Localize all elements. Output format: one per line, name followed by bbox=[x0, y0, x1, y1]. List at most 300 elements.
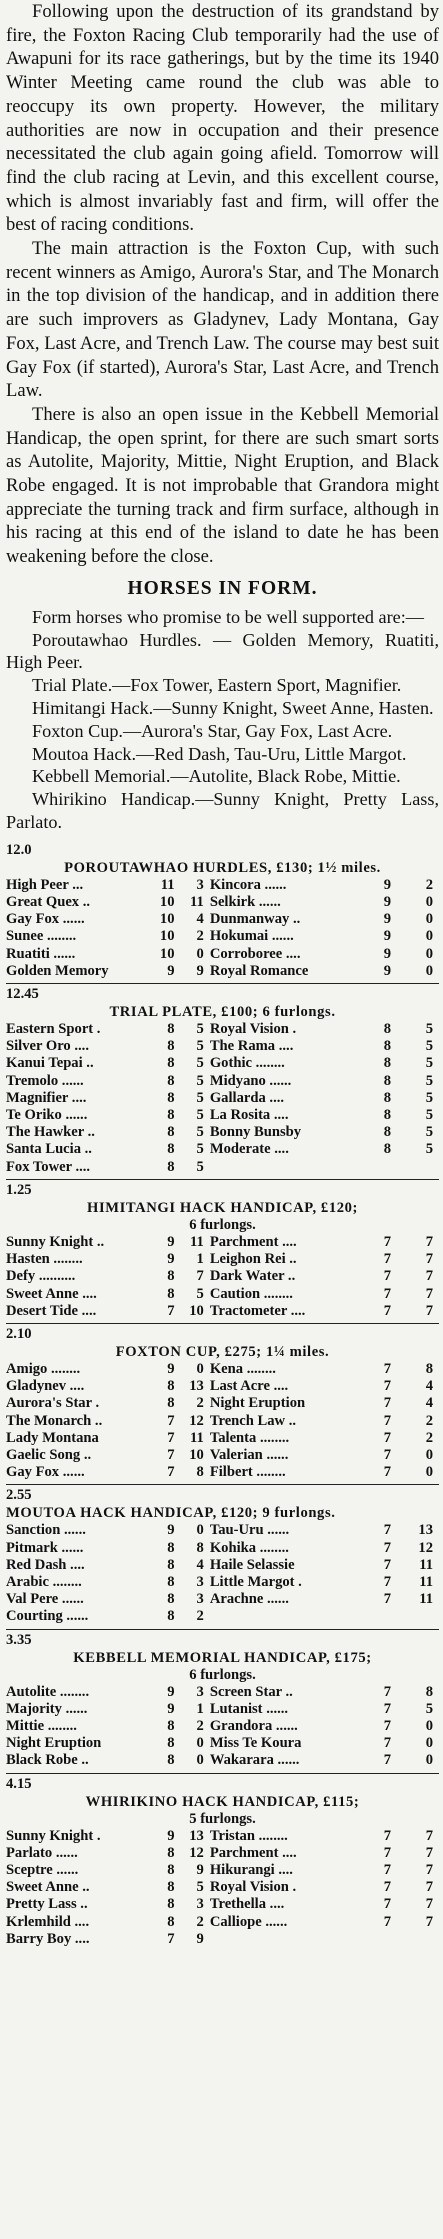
weight-pounds: 13 bbox=[189, 1378, 204, 1395]
picks-intro: Form horses who promise to be well supported are:— bbox=[32, 606, 424, 627]
picks-list bbox=[6, 629, 439, 834]
horse-name: Kohika ........ bbox=[209, 1539, 289, 1556]
entries-table bbox=[6, 1021, 439, 1176]
pick-item: Himitangi Hack.—Sunny Knight, Sweet Anne, Hasten. bbox=[32, 698, 434, 719]
weight-stone: 7 bbox=[383, 1446, 391, 1463]
horse-name: Moderate .... bbox=[209, 1141, 289, 1158]
table-row bbox=[6, 1735, 439, 1752]
weight-pounds: 9 bbox=[196, 1930, 204, 1947]
horse-name: Trethella .... bbox=[209, 1896, 285, 1913]
weight-stone: 8 bbox=[167, 1141, 175, 1158]
table-row bbox=[6, 1159, 439, 1176]
weight-pounds: 2 bbox=[196, 1913, 204, 1930]
table-row bbox=[6, 877, 439, 894]
weight-stone: 7 bbox=[383, 1879, 391, 1896]
weight-stone: 8 bbox=[167, 1107, 175, 1124]
horse-name: Fox Tower .... bbox=[6, 1158, 91, 1175]
weight-pounds: 7 bbox=[425, 1285, 433, 1302]
horse-name: Arachne ...... bbox=[209, 1591, 289, 1608]
weight-pounds: 2 bbox=[196, 1395, 204, 1412]
horse-name: Dunmanway .. bbox=[209, 911, 301, 928]
weight-stone: 10 bbox=[159, 911, 175, 928]
table-row bbox=[6, 1447, 439, 1464]
weight-pounds: 5 bbox=[196, 1879, 204, 1896]
section-heading: HORSES IN FORM. bbox=[127, 577, 318, 599]
horse-name: Majority ...... bbox=[6, 1700, 88, 1717]
weight-pounds: 12 bbox=[189, 1412, 204, 1429]
pick-item: Foxton Cup.—Aurora's Star, Gay Fox, Last Acre. bbox=[32, 720, 393, 741]
table-row bbox=[6, 1430, 439, 1447]
table-row bbox=[6, 1378, 439, 1395]
weight-stone: 7 bbox=[383, 1896, 391, 1913]
weight-stone: 8 bbox=[167, 1055, 175, 1072]
weight-stone: 8 bbox=[167, 1395, 175, 1412]
horse-name: Autolite ........ bbox=[6, 1683, 90, 1700]
weight-stone: 7 bbox=[383, 1539, 391, 1556]
weight-pounds: 7 bbox=[425, 1302, 433, 1319]
horse-name: Screen Star .. bbox=[209, 1683, 293, 1700]
table-row bbox=[6, 1931, 439, 1948]
weight-stone: 8 bbox=[383, 1021, 391, 1038]
horse-name: Gladynev .... bbox=[6, 1378, 85, 1395]
horse-name: Te Oriko ...... bbox=[6, 1107, 88, 1124]
weight-stone: 7 bbox=[383, 1827, 391, 1844]
weight-stone: 8 bbox=[383, 1124, 391, 1141]
weight-pounds: 13 bbox=[189, 1827, 204, 1844]
horse-name: Arabic ........ bbox=[6, 1573, 82, 1590]
horse-name: Black Robe .. bbox=[6, 1752, 89, 1769]
weight-stone: 7 bbox=[383, 1285, 391, 1302]
weight-stone: 10 bbox=[159, 894, 175, 911]
weight-stone bbox=[366, 1159, 391, 1176]
weight-stone: 8 bbox=[167, 1879, 175, 1896]
weight-pounds: 7 bbox=[425, 1896, 433, 1913]
weight-pounds: 11 bbox=[419, 1556, 433, 1573]
race-time: 2.55 bbox=[6, 1487, 32, 1504]
horse-name: Gay Fox ...... bbox=[6, 911, 85, 928]
weight-stone: 8 bbox=[167, 1539, 175, 1556]
weight-pounds: 0 bbox=[425, 1735, 433, 1752]
weight-stone: 7 bbox=[383, 1573, 391, 1590]
horse-name: Midyano ...... bbox=[209, 1072, 292, 1089]
horse-name bbox=[210, 1159, 366, 1176]
weight-pounds: 5 bbox=[196, 1072, 204, 1089]
weight-pounds: 12 bbox=[418, 1539, 433, 1556]
weight-stone: 8 bbox=[167, 1556, 175, 1573]
table-row bbox=[6, 1268, 439, 1285]
weight-pounds: 5 bbox=[196, 1038, 204, 1055]
weight-stone: 7 bbox=[383, 1752, 391, 1769]
table-row bbox=[6, 1251, 439, 1268]
weight-pounds: 9 bbox=[196, 1861, 204, 1878]
weight-stone: 8 bbox=[167, 1072, 175, 1089]
table-row bbox=[6, 1073, 439, 1090]
weight-pounds: 5 bbox=[425, 1141, 433, 1158]
weight-pounds: 5 bbox=[196, 1107, 204, 1124]
weight-pounds: 3 bbox=[196, 876, 204, 893]
weight-pounds: 7 bbox=[425, 1251, 433, 1268]
horse-name: Hikurangi .... bbox=[209, 1861, 293, 1878]
pick-item: Kebbell Memorial.—Autolite, Black Robe, Mittie. bbox=[32, 766, 401, 787]
race-card bbox=[6, 1484, 439, 1628]
horse-name bbox=[210, 1608, 366, 1625]
weight-pounds: 3 bbox=[196, 1573, 204, 1590]
weight-stone: 8 bbox=[167, 1913, 175, 1930]
horse-name: Mittie ........ bbox=[6, 1717, 77, 1734]
table-row bbox=[6, 1522, 439, 1539]
weight-pounds: 1 bbox=[196, 1700, 204, 1717]
weight-pounds: 7 bbox=[425, 1827, 433, 1844]
weight-pounds: 2 bbox=[196, 1717, 204, 1734]
table-row bbox=[6, 1557, 439, 1574]
race-distance: 5 furlongs. bbox=[189, 1810, 256, 1827]
weight-pounds: 11 bbox=[190, 1429, 204, 1446]
table-row bbox=[6, 1286, 439, 1303]
weight-pounds: 5 bbox=[425, 1055, 433, 1072]
table-row bbox=[6, 963, 439, 980]
horse-name: Pitmark ...... bbox=[6, 1539, 84, 1556]
weight-pounds: 8 bbox=[425, 1683, 433, 1700]
weight-stone: 7 bbox=[383, 1395, 391, 1412]
horse-name: Gallarda .... bbox=[209, 1089, 285, 1106]
horse-name: Golden Memory bbox=[6, 962, 109, 979]
table-row bbox=[6, 1395, 439, 1412]
table-row bbox=[6, 1090, 439, 1107]
weight-pounds: 2 bbox=[196, 928, 204, 945]
horse-name: Defy .......... bbox=[6, 1268, 76, 1285]
table-row bbox=[6, 1107, 439, 1124]
weight-stone: 9 bbox=[167, 1251, 175, 1268]
horse-name: Pretty Lass .. bbox=[6, 1896, 88, 1913]
weight-stone: 9 bbox=[383, 945, 391, 962]
weight-stone: 8 bbox=[167, 1844, 175, 1861]
weight-stone: 9 bbox=[167, 1700, 175, 1717]
weight-pounds: 0 bbox=[196, 1735, 204, 1752]
weight-pounds: 0 bbox=[196, 1752, 204, 1769]
weight-pounds: 5 bbox=[425, 1107, 433, 1124]
weight-stone: 7 bbox=[383, 1378, 391, 1395]
weight-pounds: 4 bbox=[425, 1395, 433, 1412]
weight-stone: 8 bbox=[167, 1735, 175, 1752]
weight-pounds: 5 bbox=[425, 1021, 433, 1038]
weight-stone: 8 bbox=[167, 1089, 175, 1106]
race-title: MOUTOA HACK HANDICAP, £120; 9 furlongs. bbox=[6, 1505, 336, 1522]
race-title: WHIRIKINO HACK HANDICAP, £115; bbox=[85, 1793, 360, 1810]
table-row bbox=[6, 1845, 439, 1862]
horse-name: Filbert ........ bbox=[209, 1464, 286, 1481]
weight-pounds: 0 bbox=[425, 1446, 433, 1463]
table-row bbox=[6, 1361, 439, 1378]
weight-stone: 10 bbox=[159, 945, 175, 962]
horse-name: High Peer ... bbox=[6, 876, 84, 893]
weight-stone: 7 bbox=[167, 1412, 175, 1429]
table-row bbox=[6, 1914, 439, 1931]
horse-name: Wakarara ...... bbox=[209, 1752, 300, 1769]
weight-stone: 7 bbox=[383, 1233, 391, 1250]
weight-stone: 7 bbox=[167, 1446, 175, 1463]
weight-stone: 9 bbox=[167, 1233, 175, 1250]
entries-table bbox=[6, 877, 439, 980]
horse-name: Selkirk ...... bbox=[209, 894, 281, 911]
horse-name: Sweet Anne .... bbox=[6, 1285, 97, 1302]
weight-pounds: 3 bbox=[196, 1896, 204, 1913]
weight-stone: 8 bbox=[167, 1608, 175, 1625]
horse-name: Sceptre ...... bbox=[6, 1861, 79, 1878]
weight-stone: 8 bbox=[167, 1378, 175, 1395]
weight-pounds: 5 bbox=[425, 1072, 433, 1089]
weight-pounds: 5 bbox=[425, 1124, 433, 1141]
horse-name: Calliope ...... bbox=[209, 1913, 288, 1930]
table-row bbox=[6, 1124, 439, 1141]
weight-stone: 9 bbox=[167, 1522, 175, 1539]
weight-pounds: 7 bbox=[425, 1844, 433, 1861]
horse-name: The Rama .... bbox=[209, 1038, 294, 1055]
horse-name: Grandora ...... bbox=[209, 1717, 298, 1734]
weight-pounds: 0 bbox=[425, 945, 433, 962]
horse-name: Kincora ...... bbox=[209, 876, 287, 893]
horse-name: Val Pere ...... bbox=[6, 1591, 84, 1608]
horse-name: Leighon Rei .. bbox=[209, 1251, 297, 1268]
weight-pounds: 1 bbox=[196, 1251, 204, 1268]
weight-stone: 9 bbox=[383, 876, 391, 893]
weight-pounds: 0 bbox=[425, 1717, 433, 1734]
weight-stone: 7 bbox=[167, 1429, 175, 1446]
table-row bbox=[6, 1413, 439, 1430]
race-time: 12.45 bbox=[6, 986, 39, 1003]
weight-stone: 9 bbox=[383, 911, 391, 928]
table-row bbox=[6, 1574, 439, 1591]
race-time: 2.10 bbox=[6, 1325, 32, 1342]
weight-stone: 7 bbox=[383, 1717, 391, 1734]
weight-stone: 8 bbox=[167, 1021, 175, 1038]
table-row bbox=[6, 1540, 439, 1557]
horse-name: Parchment .... bbox=[209, 1233, 297, 1250]
weight-pounds: 9 bbox=[196, 962, 204, 979]
weight-stone: 7 bbox=[383, 1464, 391, 1481]
weight-pounds: 3 bbox=[196, 1683, 204, 1700]
horse-name: Valerian ...... bbox=[209, 1446, 289, 1463]
article-paragraph: Following upon the destruction of its grandstand by fire, the Foxton Racing Club temporarily had the use of Awapuni for its race gatherings, but by the time its 1940 Winter Meeting came round the club was able to reoccupy its own property. However, the military authorities are now in occupation and their presence necessitated the club again going afield. Tomorrow will find the club racing at Levin, and this excellent course, which is almost invariably fast and firm, will offer the best of racing conditions. bbox=[6, 1, 439, 236]
horse-name: The Monarch .. bbox=[6, 1412, 103, 1429]
weight-pounds: 8 bbox=[196, 1464, 204, 1481]
horse-name: Sunny Knight . bbox=[6, 1827, 101, 1844]
entries-table bbox=[6, 1361, 439, 1481]
weight-stone: 7 bbox=[383, 1522, 391, 1539]
horse-name: Trench Law .. bbox=[209, 1412, 297, 1429]
weight-pounds: 7 bbox=[425, 1913, 433, 1930]
weight-pounds: 4 bbox=[196, 1556, 204, 1573]
weight-pounds: 0 bbox=[196, 1522, 204, 1539]
horse-name: Dark Water .. bbox=[209, 1268, 296, 1285]
horse-name: Red Dash .... bbox=[6, 1556, 85, 1573]
horse-name: Parchment .... bbox=[209, 1844, 297, 1861]
weight-pounds: 5 bbox=[196, 1055, 204, 1072]
table-row bbox=[6, 1038, 439, 1055]
entries-table bbox=[6, 1522, 439, 1625]
weight-stone: 7 bbox=[383, 1700, 391, 1717]
weight-stone: 8 bbox=[167, 1158, 175, 1175]
weight-pounds: 0 bbox=[425, 962, 433, 979]
weight-pounds: 7 bbox=[196, 1268, 204, 1285]
table-row bbox=[6, 1752, 439, 1769]
entries-table bbox=[6, 1828, 439, 1948]
table-row bbox=[6, 1608, 439, 1625]
race-card bbox=[6, 840, 439, 983]
horse-name: Magnifier .... bbox=[6, 1089, 87, 1106]
weight-stone: 7 bbox=[383, 1683, 391, 1700]
horse-name: Tremolo ...... bbox=[6, 1072, 84, 1089]
weight-pounds: 4 bbox=[425, 1378, 433, 1395]
weight-pounds: 7 bbox=[425, 1233, 433, 1250]
race-title: TRIAL PLATE, £100; 6 furlongs. bbox=[109, 1004, 336, 1021]
horse-name: Night Eruption bbox=[209, 1395, 306, 1412]
weight-pounds: 8 bbox=[425, 1360, 433, 1377]
horse-name: Parlato ...... bbox=[6, 1844, 78, 1861]
weight-pounds: 0 bbox=[196, 945, 204, 962]
weight-pounds: 11 bbox=[190, 1233, 204, 1250]
weight-pounds: 7 bbox=[425, 1861, 433, 1878]
weight-stone: 7 bbox=[383, 1861, 391, 1878]
horse-name: Sunee ........ bbox=[6, 928, 77, 945]
weight-stone: 9 bbox=[383, 928, 391, 945]
horse-name bbox=[210, 1931, 366, 1948]
race-title: POROUTAWHAO HURDLES, £130; 1½ miles. bbox=[64, 859, 381, 876]
weight-stone: 8 bbox=[167, 1573, 175, 1590]
race-card bbox=[6, 1629, 439, 1773]
weight-stone: 8 bbox=[383, 1038, 391, 1055]
weight-stone: 7 bbox=[383, 1251, 391, 1268]
weight-pounds: 5 bbox=[196, 1089, 204, 1106]
weight-pounds: 2 bbox=[425, 1429, 433, 1446]
race-time: 1.25 bbox=[6, 1181, 32, 1198]
weight-pounds: 4 bbox=[196, 911, 204, 928]
horse-name: Caution ........ bbox=[209, 1285, 293, 1302]
weight-stone: 8 bbox=[383, 1055, 391, 1072]
weight-stone: 9 bbox=[167, 962, 175, 979]
weight-stone: 9 bbox=[383, 894, 391, 911]
weight-pounds: 5 bbox=[425, 1700, 433, 1717]
table-row bbox=[6, 911, 439, 928]
table-row bbox=[6, 1718, 439, 1735]
weight-stone: 8 bbox=[167, 1861, 175, 1878]
weight-pounds: 5 bbox=[196, 1021, 204, 1038]
table-row bbox=[6, 1828, 439, 1845]
weight-stone: 8 bbox=[167, 1038, 175, 1055]
entries-table bbox=[6, 1234, 439, 1320]
table-row bbox=[6, 1141, 439, 1158]
weight-pounds: 11 bbox=[419, 1573, 433, 1590]
horse-name: Haile Selassie bbox=[209, 1556, 295, 1573]
table-row bbox=[6, 1684, 439, 1701]
weight-pounds: 8 bbox=[196, 1539, 204, 1556]
race-title: FOXTON CUP, £275; 1¼ miles. bbox=[115, 1343, 330, 1360]
weight-stone: 10 bbox=[159, 928, 175, 945]
weight-pounds: 5 bbox=[425, 1038, 433, 1055]
weight-stone: 8 bbox=[167, 1896, 175, 1913]
race-distance: 6 furlongs. bbox=[189, 1216, 256, 1233]
weight-stone: 8 bbox=[383, 1107, 391, 1124]
weight-stone: 7 bbox=[383, 1429, 391, 1446]
table-row bbox=[6, 1701, 439, 1718]
weight-stone: 8 bbox=[167, 1268, 175, 1285]
race-card bbox=[6, 983, 439, 1179]
horse-name: Sunny Knight .. bbox=[6, 1233, 105, 1250]
table-row bbox=[6, 1234, 439, 1251]
horse-name: Tractometer .... bbox=[209, 1302, 306, 1319]
weight-stone: 9 bbox=[167, 1360, 175, 1377]
horse-name: Sweet Anne .. bbox=[6, 1879, 90, 1896]
race-card bbox=[6, 1179, 439, 1323]
horse-name: Bonny Bunsby bbox=[209, 1124, 302, 1141]
horse-name: The Hawker .. bbox=[6, 1124, 95, 1141]
horse-name: Royal Vision . bbox=[209, 1879, 297, 1896]
horse-name: Great Quex .. bbox=[6, 894, 91, 911]
weight-stone bbox=[366, 1608, 391, 1625]
horse-name: Aurora's Star . bbox=[6, 1395, 100, 1412]
weight-stone: 8 bbox=[167, 1752, 175, 1769]
race-title: KEBBELL MEMORIAL HANDICAP, £175; bbox=[73, 1649, 372, 1666]
weight-pounds: 0 bbox=[425, 928, 433, 945]
weight-pounds: 0 bbox=[196, 1360, 204, 1377]
weight-pounds: 2 bbox=[196, 1608, 204, 1625]
pick-item: Moutoa Hack.—Red Dash, Tau-Uru, Little Margot. bbox=[32, 743, 407, 764]
pick-item: Poroutawhao Hurdles. — Golden Memory, Ruatiti, High Peer. bbox=[6, 629, 439, 673]
horse-name: Hasten ........ bbox=[6, 1251, 83, 1268]
weight-pounds: 5 bbox=[196, 1285, 204, 1302]
weight-stone: 7 bbox=[383, 1844, 391, 1861]
weight-stone: 7 bbox=[383, 1913, 391, 1930]
horse-name: Amigo ........ bbox=[6, 1360, 81, 1377]
weight-stone: 8 bbox=[167, 1717, 175, 1734]
weight-stone: 7 bbox=[383, 1268, 391, 1285]
horse-name: Royal Vision . bbox=[209, 1021, 297, 1038]
weight-pounds: 13 bbox=[418, 1522, 433, 1539]
article-paragraph: The main attraction is the Foxton Cup, with such recent winners as Amigo, Aurora's Star, and The Monarch in the top division of the handicap, and in addition there are such improvers as Gladynev, Lady Montana, Gay Fox, Last Acre, and Trench Law. The course may best suit Gay Fox (if started), Aurora's Star, Last Acre, and Trench Law. bbox=[6, 238, 439, 402]
weight-pounds: 5 bbox=[425, 1089, 433, 1106]
horse-name: Courting ...... bbox=[6, 1608, 89, 1625]
race-time: 12.0 bbox=[6, 841, 32, 858]
horse-name: Last Acre .... bbox=[209, 1378, 289, 1395]
weight-stone: 8 bbox=[167, 1285, 175, 1302]
horse-name: Desert Tide .... bbox=[6, 1302, 97, 1319]
weight-stone: 7 bbox=[167, 1302, 175, 1319]
weight-stone: 9 bbox=[167, 1827, 175, 1844]
table-row bbox=[6, 1591, 439, 1608]
pick-item: Trial Plate.—Fox Tower, Eastern Sport, Magnifier. bbox=[32, 675, 402, 696]
horse-name: Tau-Uru ...... bbox=[209, 1522, 290, 1539]
weight-pounds: 11 bbox=[190, 894, 204, 911]
entries-table bbox=[6, 1684, 439, 1770]
weight-stone: 7 bbox=[383, 1591, 391, 1608]
horse-name: Eastern Sport . bbox=[6, 1021, 101, 1038]
pick-item: Whirikino Handicap.—Sunny Knight, Pretty Lass, Parlato. bbox=[6, 789, 439, 833]
weight-pounds: 7 bbox=[425, 1268, 433, 1285]
article-paragraph: There is also an open issue in the Kebbell Memorial Handicap, the open sprint, for there are such smart sorts as Autolite, Majority, Mittie, Night Eruption, and Black Robe engaged. It is not improbable that Grandora might appreciate the turning track and firm surface, although in his racing at this end of the island to date he has been weakening before the close. bbox=[6, 403, 439, 568]
race-card bbox=[6, 1773, 439, 1951]
weight-pounds: 10 bbox=[189, 1446, 204, 1463]
weight-pounds: 5 bbox=[196, 1141, 204, 1158]
weight-pounds bbox=[391, 1931, 439, 1948]
table-row bbox=[6, 1879, 439, 1896]
race-time: 3.35 bbox=[6, 1631, 32, 1648]
weight-pounds: 0 bbox=[425, 1752, 433, 1769]
weight-stone: 7 bbox=[383, 1412, 391, 1429]
horse-name: La Rosita .... bbox=[209, 1107, 289, 1124]
race-cards bbox=[6, 840, 439, 1951]
horse-name: Corroboree .... bbox=[209, 945, 301, 962]
weight-pounds: 0 bbox=[425, 894, 433, 911]
horse-name: Talenta ........ bbox=[209, 1429, 290, 1446]
